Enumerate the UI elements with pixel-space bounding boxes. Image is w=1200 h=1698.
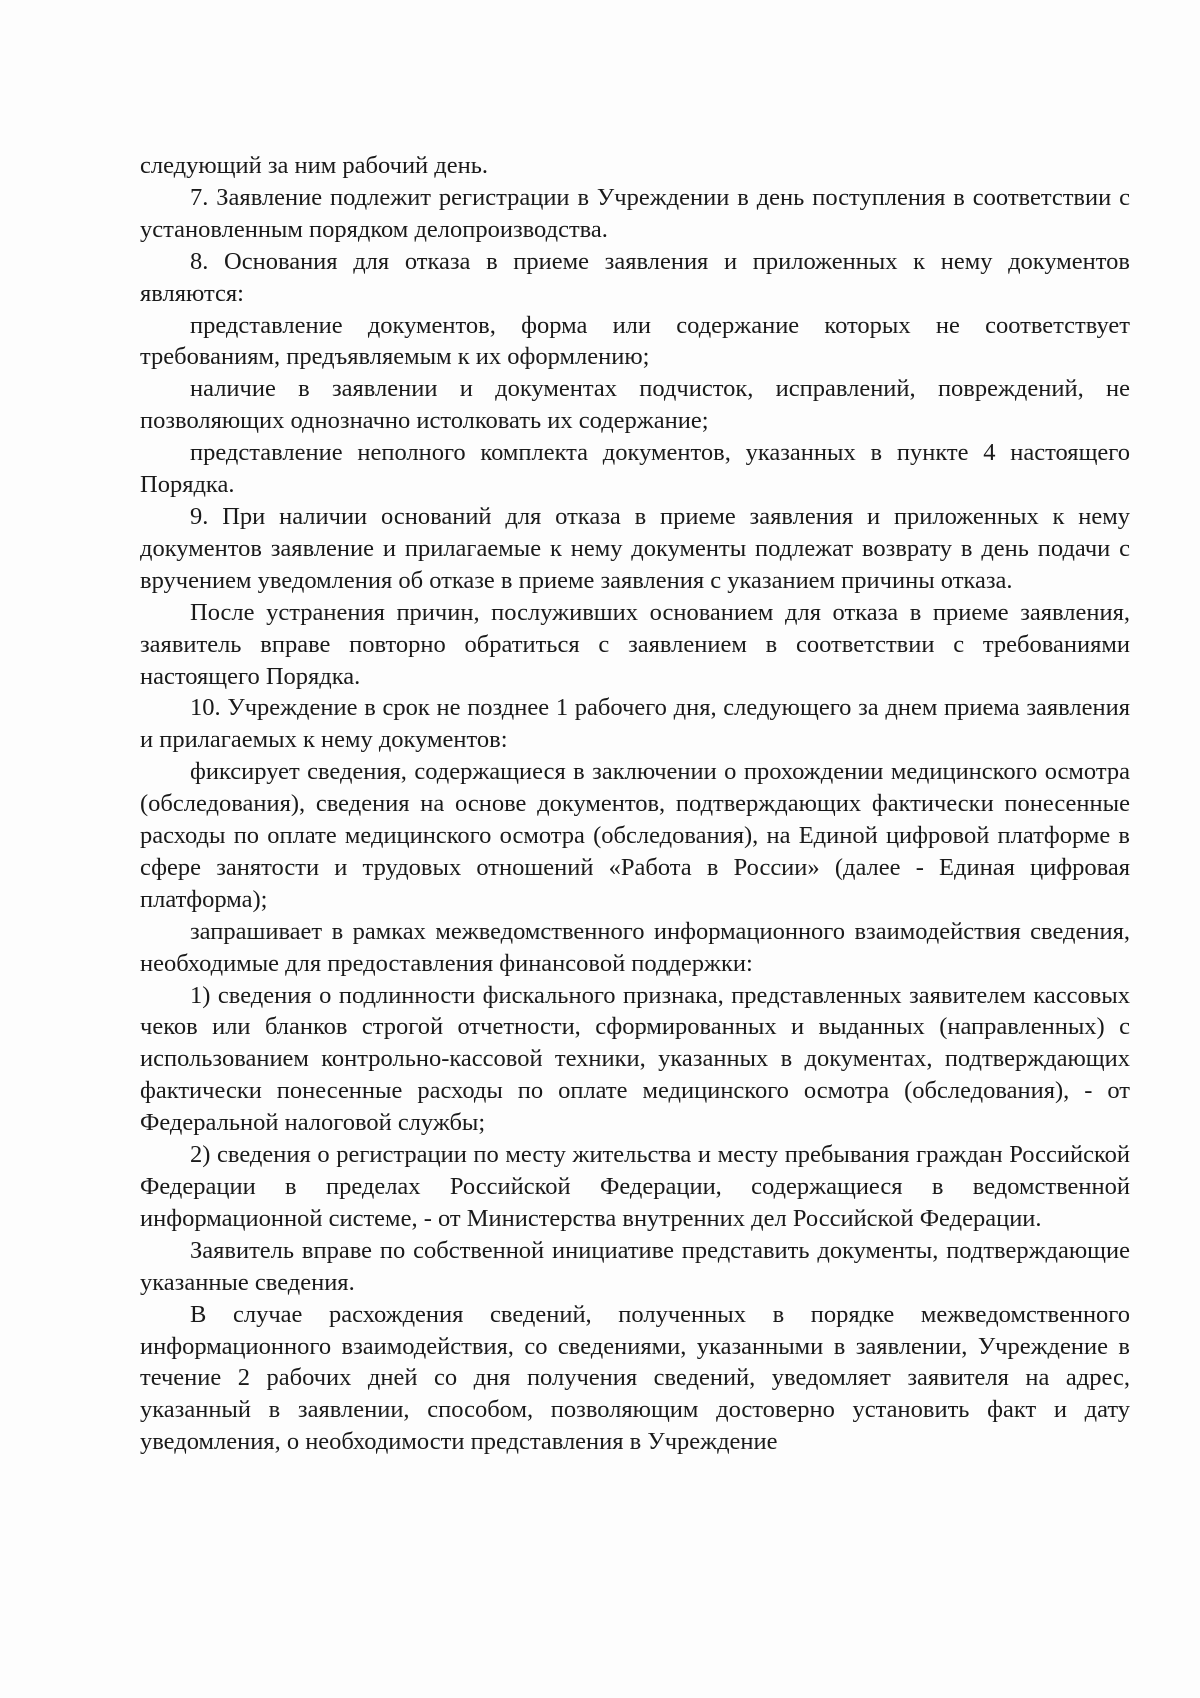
paragraph-item-9: 9. При наличии оснований для отказа в приеме заявления и приложенных к нему документов заявление и прилагаемые к нему документы подлежат возврату в день подачи с вручением уведомления об отказе в приеме заявления с указанием причины отказа. <box>140 502 1130 594</box>
paragraph-item-7: 7. Заявление подлежит регистрации в Учреждении в день поступления в соответствии с установленным порядком делопроизводства. <box>140 183 1130 243</box>
paragraph-refusal-ground-corrections: наличие в заявлении и документах подчисток, исправлений, повреждений, не позволяющих однозначно истолковать их содержание; <box>140 375 1130 435</box>
document-body <box>140 150 1130 1458</box>
paragraph-continuation: следующий за ним рабочий день. <box>140 152 489 179</box>
paragraph-requests-data: запрашивает в рамках межведомственного информационного взаимодействия сведения, необходимые для предоставления финансовой поддержки: <box>140 917 1130 977</box>
paragraph-applicant-right: Заявитель вправе по собственной инициативе представить документы, подтверждающие указанные сведения. <box>140 1236 1130 1296</box>
paragraph-subitem-1: 1) сведения о подлинности фискального признака, представленных заявителем кассовых чеков или бланков строгой отчетности, сформированных и выданных (направленных) с использованием контрольно-кассовой техники, указанных в документах, подтверждающих фактически понесенные расходы по оплате медицинского осмотра (обследования), - от Федеральной налоговой службы; <box>140 981 1130 1137</box>
paragraph-refusal-ground-incomplete: представление неполного комплекта документов, указанных в пункте 4 настоящего Порядка. <box>140 439 1130 499</box>
paragraph-item-10: 10. Учреждение в срок не позднее 1 рабочего дня, следующего за днем приема заявления и прилагаемых к нему документов: <box>140 694 1130 754</box>
paragraph-records-data: фиксирует сведения, содержащиеся в заключении о прохождении медицинского осмотра (обследования), сведения на основе документов, подтверждающих фактически понесенные расходы по оплате медицинского осмотра (обследования), на Единой цифровой платформе в сфере занятости и трудовых отношений «Работа в России» (далее - Единая цифровая платформа); <box>140 758 1130 913</box>
paragraph-subitem-2: 2) сведения о регистрации по месту жительства и месту пребывания граждан Российской Федерации в пределах Российской Федерации, содержащиеся в ведомственной информационной системе, - от Министерства внутренних дел Российской Федерации. <box>140 1141 1130 1232</box>
paragraph-refusal-ground-form: представление документов, форма или содержание которых не соответствует требованиям, предъявляемым к их оформлению; <box>140 311 1130 371</box>
paragraph-reapplication: После устранения причин, послуживших основанием для отказа в приеме заявления, заявитель вправе повторно обратиться с заявлением в соответствии с требованиями настоящего Порядка. <box>140 598 1130 690</box>
paragraph-item-8: 8. Основания для отказа в приеме заявления и приложенных к нему документов являются: <box>140 247 1130 307</box>
paragraph-discrepancy: В случае расхождения сведений, полученных в порядке межведомственного информационного взаимодействия, со сведениями, указанными в заявлении, Учреждение в течение 2 рабочих дней со дня получения сведений, уведомляет заявителя на адрес, указанный в заявлении, способом, позволяющим достоверно установить факт и дату уведомления, о необходимости представления в Учреждение <box>140 1300 1130 1456</box>
